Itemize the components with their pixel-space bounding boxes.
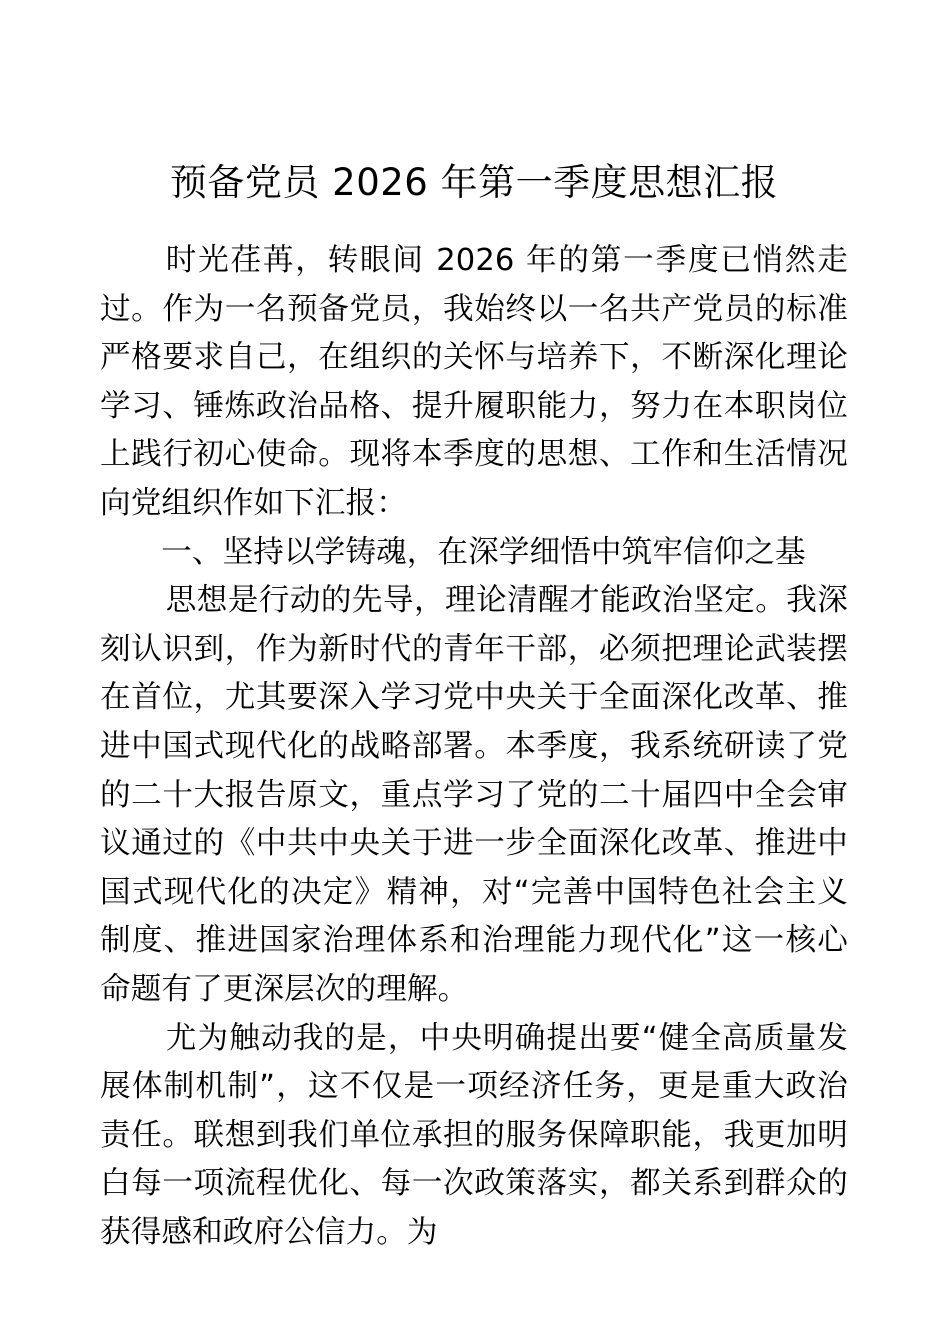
paragraph-intro: 时光荏苒，转眼间 2026 年的第一季度已悄然走过。作为一名预备党员，我始终以一名共产党员的标准严格要求自己，在组织的关怀与培养下，不断深化理论学习、锤炼政治品格、提升履职能力，努力在本职岗位上践行初心使命。现将本季度的思想、工作和生活情况向党组织作如下汇报： bbox=[100, 243, 848, 521]
section-heading-1: 一、坚持以学铸魂，在深学细悟中筑牢信仰之基 bbox=[161, 534, 806, 570]
page-title: 预备党员 2026 年第一季度思想汇报 bbox=[169, 161, 779, 204]
page-header bbox=[0, 0, 950, 150]
paragraph-section1-body: 思想是行动的先导，理论清醒才能政治坚定。我深刻认识到，作为新时代的青年干部，必须把理论武装摆在首位，尤其要深入学习党中央关于全面深化改革、推进中国式现代化的战略部署。本季度，我系统研读了党的二十大报告原文，重点学习了党的二十届四中全会审议通过的《中共中央关于进一步全面深化改革、推进中国式现代化的决定》精神，对“完善中国特色社会主义制度、推进国家治理体系和治理能力现代化”这一核心命题有了更深层次的理解。 bbox=[100, 583, 848, 1007]
document-body bbox=[100, 155, 848, 1257]
paragraph-section1-reflection: 尤为触动我的是，中央明确提出要“健全高质量发展体制机制”，这不仅是一项经济任务，更是重大政治责任。联想到我们单位承担的服务保障职能，我更加明白每一项流程优化、每一次政策落实，都关系到群众的获得感和政府公信力。为 bbox=[100, 1020, 848, 1250]
page-footer bbox=[0, 1224, 950, 1344]
